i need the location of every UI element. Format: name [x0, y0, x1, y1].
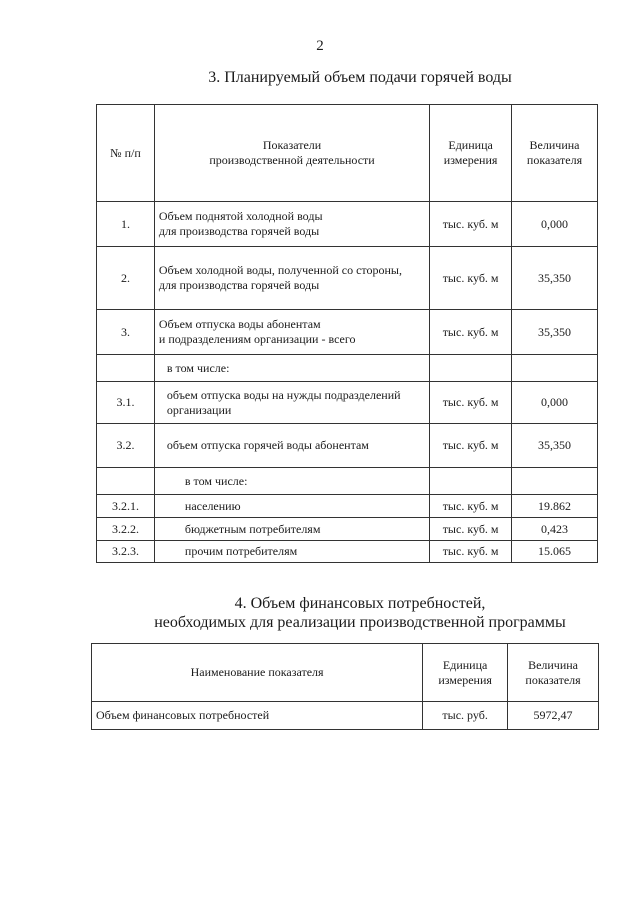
- row-unit: тыс. куб. м: [430, 495, 512, 518]
- header-value: [508, 644, 599, 702]
- section-4-title-line1: 4. Объем финансовых потребностей,: [234, 595, 486, 612]
- header-value-line2: показателя: [525, 672, 581, 687]
- header-unit-line1: Единица: [448, 138, 493, 152]
- row-num: 3.2.: [97, 424, 155, 468]
- row-value: 5972,47: [508, 702, 599, 730]
- row-unit-empty: [430, 355, 512, 382]
- row-indicator: прочим потребителям: [154, 541, 429, 563]
- row-unit: тыс. куб. м: [430, 382, 512, 424]
- row-value: 35,350: [512, 247, 598, 310]
- hot-water-supply-table: [96, 104, 598, 563]
- table-row: [97, 541, 598, 563]
- row-unit: тыс. куб. м: [430, 202, 512, 247]
- row-indicator-line2: и подразделениям организации - всего: [158, 332, 356, 346]
- row-num: 2.: [97, 247, 155, 310]
- row-unit: тыс. куб. м: [430, 424, 512, 468]
- table-row: [97, 495, 598, 518]
- table-header-row: [97, 105, 598, 202]
- header-indicator: [154, 105, 429, 202]
- row-num: 1.: [97, 202, 155, 247]
- row-unit: тыс. куб. м: [430, 541, 512, 563]
- row-value: 35,350: [512, 310, 598, 355]
- table-row: [92, 702, 599, 730]
- row-num: 3.1.: [97, 382, 155, 424]
- table-row: [97, 382, 598, 424]
- row-value: 0,000: [512, 382, 598, 424]
- row-label: в том числе:: [154, 355, 429, 382]
- row-num: 3.2.1.: [97, 495, 155, 518]
- row-unit-empty: [430, 468, 512, 495]
- row-indicator-line1: Объем холодной воды, полученной со стороны,: [158, 263, 402, 277]
- header-value: [512, 105, 598, 202]
- row-indicator-line1: Объем поднятой холодной воды: [158, 209, 323, 223]
- table-row: [97, 202, 598, 247]
- row-value: 0,000: [512, 202, 598, 247]
- row-unit: тыс. куб. м: [430, 310, 512, 355]
- row-indicator: населению: [154, 495, 429, 518]
- section-3-title: 3. Планируемый объем подачи горячей воды: [208, 69, 512, 86]
- header-unit: [430, 105, 512, 202]
- row-indicator-line2: организации: [166, 402, 232, 417]
- row-label: в том числе:: [154, 468, 429, 495]
- row-value: 19.862: [512, 495, 598, 518]
- row-value: 35,350: [512, 424, 598, 468]
- row-indicator: [154, 310, 429, 355]
- header-value-line1: Величина: [528, 657, 579, 672]
- table-header-row: [92, 644, 599, 702]
- header-unit-line1: Единица: [442, 657, 488, 672]
- row-indicator: [154, 382, 429, 424]
- row-num: 3.: [97, 310, 155, 355]
- header-unit: [423, 644, 508, 702]
- row-name: Объем финансовых потребностей: [92, 702, 423, 730]
- row-value-empty: [512, 355, 598, 382]
- header-num: № п/п: [97, 105, 155, 202]
- row-value: 15.065: [512, 541, 598, 563]
- row-num-empty: [97, 355, 155, 382]
- row-indicator: [154, 247, 429, 310]
- header-unit-line2: измерения: [443, 153, 498, 167]
- row-value-empty: [512, 468, 598, 495]
- row-unit: тыс. куб. м: [430, 247, 512, 310]
- header-unit-line2: измерения: [438, 672, 492, 687]
- table-row: [97, 247, 598, 310]
- row-indicator: объем отпуска горячей воды абонентам: [154, 424, 429, 468]
- table-row-subheading: [97, 355, 598, 382]
- header-indicator-line1: Показатели: [262, 138, 322, 152]
- row-indicator: [154, 202, 429, 247]
- section-4-title-line2: необходимых для реализации производственной программы: [154, 614, 566, 631]
- financial-needs-table: [91, 643, 599, 730]
- row-value: 0,423: [512, 518, 598, 541]
- header-value-line2: показателя: [526, 153, 583, 167]
- row-indicator-line2: для производства горячей воды: [158, 278, 320, 292]
- table-row-subheading: [97, 468, 598, 495]
- row-num: 3.2.3.: [97, 541, 155, 563]
- header-name: Наименование показателя: [92, 644, 423, 702]
- row-num: 3.2.2.: [97, 518, 155, 541]
- row-unit: тыс. руб.: [423, 702, 508, 730]
- header-indicator-line2: производственной деятельности: [209, 153, 375, 167]
- header-value-line1: Величина: [529, 138, 580, 152]
- row-unit: тыс. куб. м: [430, 518, 512, 541]
- row-num-empty: [97, 468, 155, 495]
- table-row: [97, 518, 598, 541]
- table-row: [97, 310, 598, 355]
- page-number: 2: [316, 38, 324, 54]
- row-indicator-line1: объем отпуска воды на нужды подразделений: [166, 387, 401, 402]
- row-indicator-line1: Объем отпуска воды абонентам: [158, 317, 321, 331]
- row-indicator: бюджетным потребителям: [154, 518, 429, 541]
- table-row: [97, 424, 598, 468]
- section-4-title: [0, 594, 640, 632]
- row-indicator-line2: для производства горячей воды: [158, 224, 320, 238]
